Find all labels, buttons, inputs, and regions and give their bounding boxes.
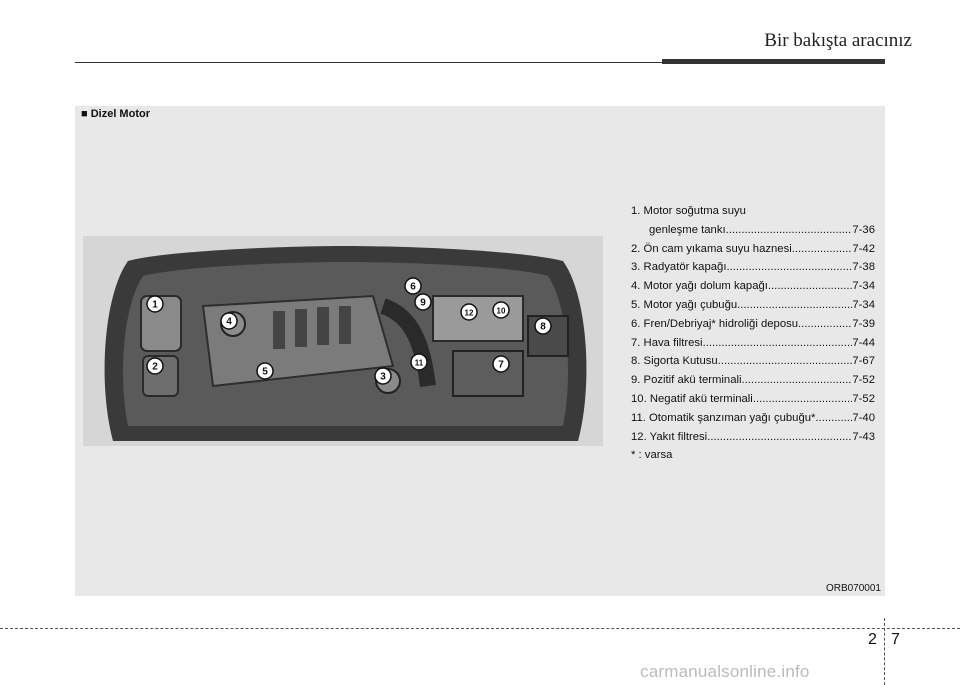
callout-4 [221, 313, 237, 329]
legend-item: genleşme tankı ..... 7-36 [631, 221, 875, 240]
svg-text:1: 1 [152, 299, 158, 311]
legend-item: 7. Hava filtresi ..... 7-44 [631, 334, 875, 353]
footer-rule [0, 628, 960, 629]
legend-item: 3. Radyatör kapağı ..... 7-38 [631, 258, 875, 277]
callout-5 [257, 363, 273, 379]
svg-text:2: 2 [152, 361, 158, 373]
legend-item: 8. Sigorta Kutusu ..... 7-67 [631, 352, 875, 371]
svg-text:7: 7 [498, 359, 504, 371]
header-rule-accent [662, 59, 885, 64]
callout-10 [493, 302, 509, 318]
svg-text:8: 8 [540, 321, 546, 333]
footnote: * : varsa [631, 449, 673, 462]
legend-item: 1. Motor soğutma suyu [631, 205, 746, 217]
legend-item: 9. Pozitif akü terminali ..... 7-52 [631, 371, 875, 390]
component-legend [631, 202, 875, 465]
chapter-title: Bir bakışta aracınız [764, 30, 912, 51]
legend-item: 11. Otomatik şanzıman yağı çubuğu* ..... 7-40 [631, 409, 875, 428]
image-code: ORB070001 [825, 583, 881, 594]
callout-2 [147, 358, 163, 374]
callout-3 [375, 368, 391, 384]
svg-text:9: 9 [420, 297, 426, 309]
svg-text:4: 4 [226, 316, 232, 328]
section-label: ■ Dizel Motor [81, 108, 150, 120]
page-number-page: 7 [891, 631, 900, 648]
legend-item: 10. Negatif akü terminali ..... 7-52 [631, 390, 875, 409]
footer-divider [884, 618, 885, 685]
svg-text:12: 12 [464, 308, 474, 318]
callout-8 [535, 318, 551, 334]
legend-item: 2. Ön cam yıkama suyu haznesi ..... 7-42 [631, 240, 875, 259]
figure-panel [75, 106, 885, 596]
svg-text:3: 3 [380, 371, 386, 383]
svg-text:6: 6 [410, 281, 416, 293]
callout-1 [147, 296, 163, 312]
legend-item: 12. Yakıt filtresi ..... 7-43 [631, 428, 875, 447]
callout-6 [405, 278, 421, 294]
page-number-section: 2 [868, 631, 877, 648]
legend-item: 5. Motor yağı çubuğu ..... 7-34 [631, 296, 875, 315]
callout-11 [411, 354, 427, 370]
callout-7 [493, 356, 509, 372]
watermark: carmanualsonline.info [640, 662, 810, 681]
svg-text:10: 10 [496, 306, 506, 316]
legend-item: 4. Motor yağı dolum kapağı ..... 7-34 [631, 277, 875, 296]
callout-9 [415, 294, 431, 310]
callout-12 [461, 304, 477, 320]
svg-text:5: 5 [262, 366, 268, 378]
legend-item: 6. Fren/Debriyaj* hidroliği deposu ..... 7-39 [631, 315, 875, 334]
engine-bay-illustration [83, 236, 603, 446]
svg-text:11: 11 [414, 358, 424, 368]
